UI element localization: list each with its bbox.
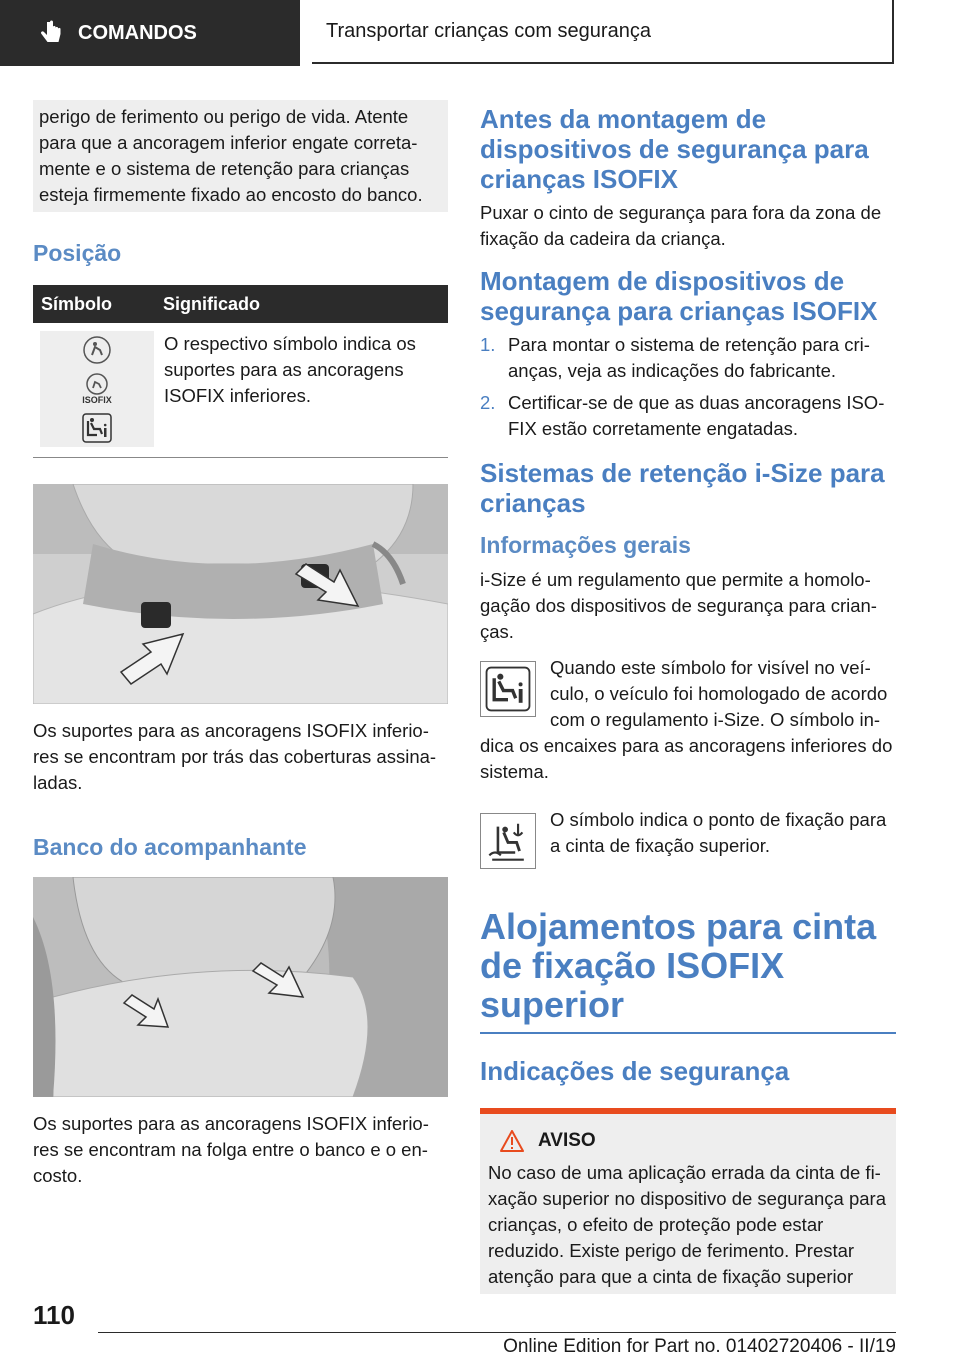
isize-symbol-text: Quando este símbolo for visível no veí‐culo, o veículo foi homologado de acordo com o regulamento i-Size. O símbolo in‐dica os encaixes para as ancoragens inferiores do sistema. (480, 657, 893, 782)
meaning-cell: O respectivo símbolo indica os suportes para as ancoragens ISOFIX inferiores. (164, 333, 416, 406)
isize-symbol-paragraph (480, 655, 896, 785)
page-header (0, 0, 960, 66)
passenger-heading: Banco do acompanhante (33, 834, 307, 860)
isofix-anchor-icon (82, 335, 112, 365)
chapter-title: Transportar crianças com segurança (312, 0, 894, 64)
isize-heading: Sistemas de retenção i-Size para crianças (480, 458, 885, 518)
col-symbol: Símbolo (41, 293, 112, 314)
isofix-label: ISOFIX (82, 395, 112, 405)
footer-divider (98, 1332, 896, 1333)
caption-rear-seat: Os suportes para as ancoragens ISOFIX inferio‐res se encontram por trás das coberturas assina‐ladas. (33, 720, 437, 793)
before-mount-text: Puxar o cinto de segurança para fora da zona de fixação da cadeira da criança. (480, 202, 882, 249)
right-column (480, 100, 896, 1294)
tether-symbol-text: O símbolo indica o ponto de fixação para a cinta de fixação superior. (550, 809, 887, 856)
page-number: 110 (33, 1300, 75, 1330)
warning-title (500, 1130, 888, 1152)
isize-icon (82, 413, 112, 443)
step-number: 1. (480, 334, 496, 355)
edition-text: Online Edition for Part no. 01402720406 - II/19 (503, 1336, 896, 1357)
step-text: Para montar o sistema de retenção para cri‐anças, veja as indicações do fabricante. (508, 334, 870, 381)
table-header (33, 285, 448, 323)
step-text: Certificar-se de que as duas ancoragens ISO‐FIX estão corretamente engatadas. (508, 392, 885, 439)
mount-steps (480, 332, 896, 442)
caption-passenger-seat: Os suportes para as ancoragens ISOFIX inferio‐res se encontram na folga entre o banco e o en‐costo. (33, 1113, 429, 1186)
top-tether-icon (480, 813, 536, 869)
left-column (33, 100, 448, 1189)
hand-pointer-icon (36, 18, 66, 48)
step-number: 2. (480, 392, 496, 413)
warning-title-text: AVISO (538, 1130, 596, 1151)
warning-continuation: perigo de ferimento ou perigo de vida. Atente para que a ancoragem inferior engate correta‐mente e o sistema de retenção para crianças esteja firmemente fixado ao encosto do banco. (33, 100, 448, 212)
warning-box (480, 1108, 896, 1294)
passenger-seat-photo (33, 877, 448, 1097)
mount-heading: Montagem de dispositivos de segurança para crianças ISOFIX (480, 266, 878, 326)
col-meaning: Significado (163, 293, 261, 314)
warning-triangle-icon (500, 1130, 524, 1152)
isize-icon (480, 661, 536, 717)
tether-symbol-paragraph (480, 807, 896, 873)
symbol-cell (40, 331, 154, 447)
list-item (480, 332, 896, 384)
position-heading: Posição (33, 240, 122, 266)
general-info-heading: Informações gerais (480, 532, 691, 558)
page-footer (0, 1290, 960, 1362)
safety-heading: Indicações de segurança (480, 1056, 790, 1086)
symbol-table (33, 285, 448, 458)
general-info-text: i-Size é um regulamento que permite a homolo‐gação dos dispositivos de segurança para crian‐ças. (480, 569, 877, 642)
rear-seat-photo (33, 484, 448, 704)
section-tab (0, 0, 300, 66)
list-item (480, 390, 896, 442)
tether-anchor-heading: Alojamentos para cinta de fixação ISOFIX superior (480, 907, 896, 1034)
section-title: COMANDOS (78, 21, 197, 44)
warning-text: No caso de uma aplicação errada da cinta de fi‐xação superior no dispositivo de segurança para crianças, o efeito de proteção pode estar reduzido. Existe perigo de ferimento. Prestar atenção para que a cinta de fixação superior (488, 1162, 886, 1287)
isofix-anchor-label-icon (82, 373, 112, 405)
before-mount-heading: Antes da montagem de dispositivos de segurança para crianças ISOFIX (480, 104, 869, 194)
table-row (33, 323, 448, 458)
